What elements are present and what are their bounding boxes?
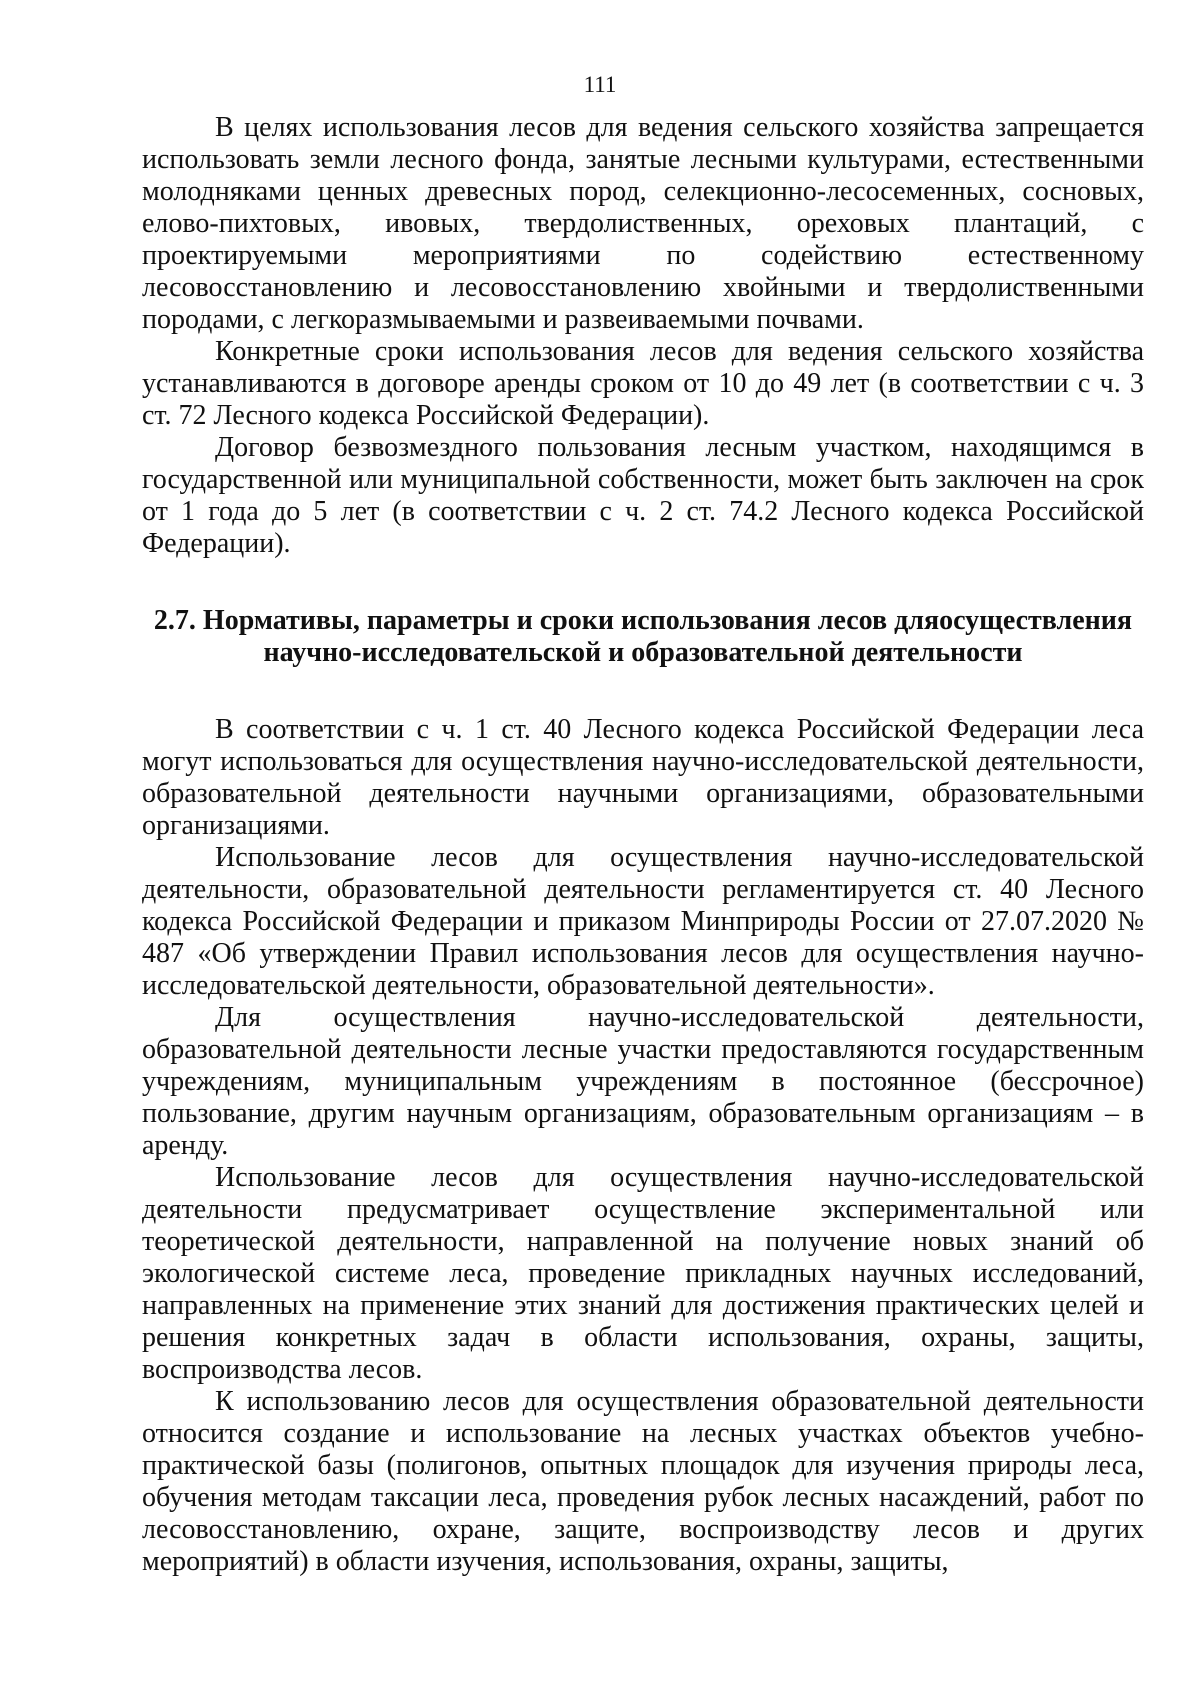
paragraph-educational-activity: К использованию лесов для осуществления образовательной деятельности относится создание и использование на лесных участках объектов учебно-практической базы (полигонов, опытных площадок для изучения природы леса, обучения методам таксации леса, проведения рубок лесных насаждений, работ по лесовосстановлению, охране, защите, воспроизводству лесов и других мероприятий) в области изучения, использования, охраны, защиты,	[142, 1386, 1144, 1577]
paragraph-agriculture-restrictions: В целях использования лесов для ведения сельского хозяйства запрещается использовать земли лесного фонда, занятые лесными культурами, естественными молодняками ценных древесных пород, селекционно-лесосеменных, сосновых, елово-пихтовых, ивовых, твердолиственных, ореховых плантаций, с проектируемыми мероприятиями по содействию естественному лесовосстановлению и лесовосстановлению хвойными и твердолиственными породами, с легкоразмываемыми и развеиваемыми почвами.	[142, 112, 1144, 335]
paragraph-lease-terms: Конкретные сроки использования лесов для ведения сельского хозяйства устанавливаются в договоре аренды сроком от 10 до 49 лет (в соответствии с ч. 3 ст. 72 Лесного кодекса Российской Федерации).	[142, 336, 1144, 431]
paragraph-land-allocation: Для осуществления научно-исследовательской деятельности, образовательной деятельности лесные участки предоставляются государственным учреждениям, муниципальным учреждениям в постоянное (бессрочное) пользование, другим научным организациям, образовательным организациям – в аренду.	[142, 1002, 1144, 1161]
section-heading-line-1: 2.7. Нормативы, параметры и сроки использования лесов дляосуществления	[153, 605, 1133, 636]
section-heading	[142, 605, 1144, 669]
paragraph-free-use-agreement: Договор безвозмездного пользования лесным участком, находящимся в государственной или муниципальной собственности, может быть заключен на срок от 1 года до 5 лет (в соответствии с ч. 2 ст. 74.2 Лесного кодекса Российской Федерации).	[142, 432, 1144, 559]
page-number: 111	[583, 72, 617, 97]
paragraph-research-activity: Использование лесов для осуществления научно-исследовательской деятельности предусматривает осуществление экспериментальной или теоретической деятельности, направленной на получение новых знаний об экологической системе леса, проведение прикладных научных исследований, направленных на применение этих знаний для достижения практических целей и решения конкретных задач в области использования, охраны, защиты, воспроизводства лесов.	[142, 1162, 1144, 1385]
page-content	[142, 112, 1144, 1578]
paragraph-legal-basis: В соответствии с ч. 1 ст. 40 Лесного кодекса Российской Федерации леса могут использоваться для осуществления научно-исследовательской деятельности, образовательной деятельности научными организациями, образовательными организациями.	[142, 714, 1144, 841]
paragraph-regulation: Использование лесов для осуществления научно-исследовательской деятельности, образовательной деятельности регламентируется ст. 40 Лесного кодекса Российской Федерации и приказом Минприроды России от 27.07.2020 № 487 «Об утверждении Правил использования лесов для осуществления научно-исследовательской деятельности, образовательной деятельности».	[142, 842, 1144, 1001]
spacer	[142, 560, 1144, 605]
section-heading-line-2: научно-исследовательской и образовательной деятельности	[263, 637, 1023, 668]
spacer	[142, 669, 1144, 714]
